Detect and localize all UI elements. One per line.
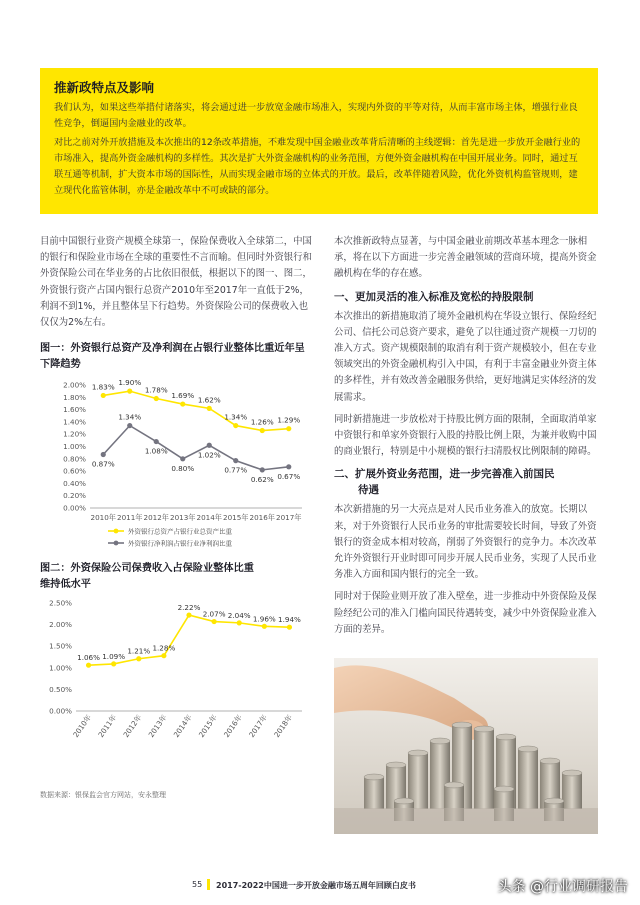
- x-tick-label: 2014年: [196, 513, 222, 523]
- right-paragraph-5: 同时对于保险业则开放了准入壁垒，进一步推动中外资保险及保险经纪公司的准入门槛向国民待遇转变，减少中外资保险业准入方面的差异。: [334, 591, 597, 635]
- y-tick-label: 0.00%: [63, 503, 86, 513]
- coin: [518, 789, 538, 793]
- summary-paragraph-1: 我们认为，如果这些举措付诸落实，将会通过进一步放宽金融市场准入，实现内外资的平等对待，从而丰富市场主体，增强行业良性竞争，倒逼国内金融业的改革。: [54, 102, 578, 129]
- coin: [496, 757, 516, 761]
- coin: [452, 733, 472, 737]
- coin: [364, 797, 384, 801]
- coin: [474, 785, 494, 789]
- coin: [430, 745, 450, 749]
- coin: [474, 745, 494, 749]
- coin: [496, 749, 516, 753]
- coin: [562, 801, 582, 805]
- x-tick-label: 2010年: [71, 713, 94, 740]
- data-label: 0.87%: [91, 459, 115, 469]
- x-tick-label: 2012年: [121, 713, 144, 740]
- data-label: 1.90%: [118, 378, 142, 388]
- coin: [444, 789, 464, 793]
- data-point: [101, 452, 106, 457]
- coin-top: [544, 798, 564, 804]
- coin: [408, 793, 428, 797]
- data-point: [233, 458, 238, 463]
- data-point: [286, 464, 291, 469]
- coin: [452, 765, 472, 769]
- coin: [474, 793, 494, 797]
- figure-2-title-line-2: 维持低水平: [40, 579, 91, 591]
- data-label: 2.22%: [177, 603, 201, 613]
- data-point: [186, 613, 191, 618]
- data-point: [233, 423, 238, 428]
- summary-title: 推新政特点及影响: [54, 80, 155, 95]
- coin: [430, 769, 450, 773]
- right-paragraph-2: 本次推出的新措施取消了境外金融机构在华设立银行、保险经纪公司、信托公司总资产要求，避免了以往通过资产规模一刀切的准入方式。资产规模限制的取消有利于资产规模较小，但在专业领域突出的外资金融机构引入中国，有利于丰富金融业外资主体的多样性，并有效改善金融服务供给，更好地满足实体经济的发展需求。: [334, 310, 597, 403]
- data-label: 1.34%: [118, 412, 142, 422]
- coin: [430, 765, 450, 769]
- coin-top: [540, 758, 560, 764]
- data-label: 0.62%: [250, 475, 274, 485]
- data-point: [127, 423, 132, 428]
- coin: [364, 781, 384, 785]
- coin: [474, 781, 494, 785]
- coin: [496, 777, 516, 781]
- coin: [430, 749, 450, 753]
- coin-top: [474, 726, 494, 732]
- data-label: 1.28%: [152, 643, 176, 653]
- figure-1-chart: [40, 373, 312, 551]
- coin: [518, 773, 538, 777]
- coin: [452, 741, 472, 745]
- figure-1-svg: [40, 373, 312, 551]
- coin: [494, 793, 514, 797]
- coin: [540, 793, 560, 797]
- coin-stacks-image: [334, 658, 598, 834]
- data-label: 1.08%: [144, 446, 168, 456]
- y-tick-label: 2.00%: [63, 380, 86, 390]
- coin: [496, 753, 516, 757]
- coin: [452, 729, 472, 733]
- legend-marker: [114, 529, 119, 534]
- coin: [474, 769, 494, 773]
- right-column: [334, 234, 598, 644]
- coin: [408, 785, 428, 789]
- coin: [518, 801, 538, 805]
- coin: [386, 789, 406, 793]
- y-tick-label: 1.20%: [63, 429, 86, 439]
- data-point: [180, 456, 185, 461]
- section-heading-1: 一、更加灵活的准入标准及宽松的持股限制: [334, 290, 534, 303]
- x-tick-label: 2015年: [196, 713, 219, 740]
- summary-paragraph-2: 对比之前对外开放措施及本次推出的12条改革措施，不难发现中国金融业改革背后清晰的主线逻辑：首先是进一步放开金融行业的市场准入，提高外资金融机构的多样性。其次是扩大外资金融机构的业务范围，方便外资金融机构在中国开展业务。同时，通过互联互通等机制，扩大资本市场的国际性，从而实现金融市场的立体式的开放。最后，改革伴随着风险，优化外资机构监管规则，建立现代化监管体制，亦是金融改革中不可或缺的部分。: [54, 137, 581, 196]
- legend-marker: [114, 541, 119, 546]
- data-point: [286, 426, 291, 431]
- coin: [386, 781, 406, 785]
- data-point: [212, 619, 217, 624]
- data-label: 1.62%: [197, 395, 221, 405]
- y-tick-label: 1.40%: [63, 417, 86, 427]
- x-tick-label: 2017年: [276, 513, 302, 523]
- footer-divider: [207, 879, 210, 890]
- coin: [474, 733, 494, 737]
- x-tick-label: 2013年: [170, 513, 196, 523]
- coin: [540, 781, 560, 785]
- data-label: 0.67%: [277, 472, 301, 482]
- coin: [364, 785, 384, 789]
- x-tick-label: 2018年: [272, 713, 295, 740]
- data-label: 1.09%: [102, 652, 126, 662]
- x-tick-label: 2016年: [221, 713, 244, 740]
- coin-stacks-photo: [334, 658, 598, 834]
- coin-top: [386, 762, 406, 768]
- y-tick-label: 0.80%: [63, 454, 86, 464]
- data-point: [101, 393, 106, 398]
- x-tick-label: 2012年: [143, 513, 169, 523]
- coin: [518, 793, 538, 797]
- x-tick-label: 2014年: [171, 713, 194, 740]
- y-tick-label: 2.50%: [49, 598, 72, 608]
- coin: [430, 753, 450, 757]
- coin: [518, 781, 538, 785]
- coin: [408, 777, 428, 781]
- coin: [540, 777, 560, 781]
- coin: [444, 797, 464, 801]
- data-point: [262, 624, 267, 629]
- coin: [474, 789, 494, 793]
- coin: [452, 745, 472, 749]
- data-point: [207, 443, 212, 448]
- x-tick-label: 2017年: [246, 713, 269, 740]
- coin: [496, 741, 516, 745]
- coin: [496, 781, 516, 785]
- left-column: [40, 234, 312, 743]
- y-tick-label: 1.00%: [49, 663, 72, 673]
- data-label: 1.06%: [77, 653, 100, 663]
- y-tick-label: 1.80%: [63, 393, 86, 403]
- data-label: 1.26%: [250, 417, 274, 427]
- coin: [444, 801, 464, 805]
- y-tick-label: 0.40%: [63, 479, 86, 489]
- coin-top: [562, 770, 582, 776]
- data-label: 1.83%: [91, 382, 115, 392]
- coin: [430, 777, 450, 781]
- coin: [430, 757, 450, 761]
- data-source: 数据来源：银保监会官方网站，安永整理: [40, 791, 166, 799]
- coin: [518, 785, 538, 789]
- x-tick-label: 2013年: [146, 713, 169, 740]
- coin-top: [394, 798, 414, 804]
- coin: [518, 797, 538, 801]
- x-tick-label: 2015年: [223, 513, 249, 523]
- figure-2-svg: [40, 593, 312, 743]
- watermark: 头条 @行业调研报告: [497, 879, 628, 895]
- coin: [452, 757, 472, 761]
- intro-paragraph: 目前中国银行业资产规模全球第一，保险保费收入全球第二，中国的银行和保险业市场在全球的重要性不言而喻。但同时外资银行和外资保险公司在华业务的占比依旧很低，根据以下的图一、图二，外资银行资产占国内银行总资产2010年至2017年一直低于2%，利润不到1%，并且整体呈下行趋势。外资保险公司的保费收入也仅仅为2%左右。: [40, 236, 312, 329]
- data-label: 1.34%: [224, 412, 248, 422]
- figure-2-title-line-1: 图二：外资保险公司保费收入占保险业整体比重: [40, 563, 254, 575]
- coin: [386, 773, 406, 777]
- coin-top: [430, 738, 450, 744]
- data-point: [136, 656, 141, 661]
- coin: [496, 745, 516, 749]
- coin: [452, 749, 472, 753]
- data-label: 0.80%: [171, 464, 195, 474]
- data-point: [161, 653, 166, 658]
- coin: [474, 765, 494, 769]
- coin: [518, 761, 538, 765]
- coin: [496, 761, 516, 765]
- coin: [496, 765, 516, 769]
- data-point: [180, 402, 185, 407]
- data-label: 1.29%: [277, 415, 301, 425]
- coin: [518, 769, 538, 773]
- data-point: [111, 662, 116, 667]
- x-tick-label: 2011年: [96, 713, 119, 740]
- figure-1-title: 图一：外资银行总资产及净利润在占银行业整体比重近年呈下降趋势: [40, 343, 305, 371]
- coin: [430, 773, 450, 777]
- coin: [496, 769, 516, 773]
- right-paragraph-1: 本次推新政特点显著，与中国金融业前期改革基本理念一脉相承，将在以下方面进一步完善金融领域的营商环境，提高外资金融机构在华的存在感。: [334, 236, 597, 280]
- coin: [562, 797, 582, 801]
- data-label: 1.02%: [197, 450, 221, 460]
- coin: [452, 737, 472, 741]
- coin: [562, 777, 582, 781]
- x-tick-label: 2010年: [90, 513, 116, 523]
- coin: [474, 737, 494, 741]
- coin: [430, 761, 450, 765]
- y-tick-label: 0.00%: [49, 706, 72, 716]
- coin: [562, 781, 582, 785]
- footer-title: 2017-2022中国进一步开放金融市场五周年回顾白皮书: [216, 881, 416, 890]
- data-point: [86, 663, 91, 668]
- coin: [452, 761, 472, 765]
- data-point: [154, 396, 159, 401]
- section-heading-2-cont: 待遇: [358, 484, 379, 497]
- legend-label: 外资银行总资产占银行业总资产比重: [128, 527, 232, 536]
- coin: [386, 785, 406, 789]
- coin: [408, 773, 428, 777]
- coin: [386, 769, 406, 773]
- x-tick-label: 2016年: [249, 513, 275, 523]
- coin: [364, 789, 384, 793]
- coin: [540, 789, 560, 793]
- right-paragraph-4: 本次新措施的另一大亮点是对人民币业务准入的放宽。长期以来，对于外资银行人民币业务的审批需要较长时间，导致了外资银行的资金成本相对较高，削弱了外资银行的竞争力。本次改革允许外资银行开业时即可同步开展人民币业务，实现了人民币业务准入方面和国内银行的完全一致。: [334, 504, 597, 581]
- data-point: [207, 406, 212, 411]
- coin: [540, 769, 560, 773]
- coin: [540, 785, 560, 789]
- coin: [496, 773, 516, 777]
- x-tick-label: 2011年: [117, 513, 143, 523]
- coin-top: [494, 786, 514, 792]
- coin: [364, 793, 384, 797]
- section-heading-2: 二、扩展外资业务范围，进一步完善准入前国民: [334, 468, 555, 481]
- coin: [452, 773, 472, 777]
- coin: [474, 753, 494, 757]
- coin: [518, 777, 538, 781]
- data-label: 2.07%: [202, 609, 226, 619]
- coin: [518, 765, 538, 769]
- coin: [408, 761, 428, 765]
- y-tick-label: 0.20%: [63, 491, 86, 501]
- coin: [474, 761, 494, 765]
- figure-2-chart: [40, 593, 312, 743]
- coin-top: [496, 734, 516, 740]
- data-label: 1.78%: [144, 385, 168, 395]
- coin-top: [444, 782, 464, 788]
- coin: [494, 797, 514, 801]
- y-tick-label: 0.50%: [49, 685, 72, 695]
- coin: [518, 757, 538, 761]
- coin: [562, 793, 582, 797]
- coin: [540, 773, 560, 777]
- coin: [386, 777, 406, 781]
- y-tick-label: 1.60%: [63, 405, 86, 415]
- coin: [408, 757, 428, 761]
- coin: [474, 797, 494, 801]
- coin: [474, 757, 494, 761]
- data-label: 2.04%: [227, 611, 251, 621]
- data-point: [260, 428, 265, 433]
- page-number: 55: [192, 880, 203, 889]
- coin: [562, 789, 582, 793]
- coin: [540, 765, 560, 769]
- page-footer: [0, 876, 640, 896]
- data-label: 1.69%: [171, 391, 195, 401]
- coin: [474, 749, 494, 753]
- coin-top: [452, 722, 472, 728]
- coin: [386, 793, 406, 797]
- coin: [474, 777, 494, 781]
- coin-top: [408, 750, 428, 756]
- coin: [518, 753, 538, 757]
- coin: [444, 793, 464, 797]
- data-label: 1.96%: [252, 614, 276, 624]
- coin: [408, 789, 428, 793]
- y-tick-label: 2.00%: [49, 620, 72, 630]
- coin: [494, 801, 514, 805]
- data-label: 0.77%: [224, 465, 248, 475]
- data-label: 1.94%: [278, 615, 301, 625]
- coin: [474, 741, 494, 745]
- data-point: [287, 625, 292, 630]
- summary-box: [40, 68, 598, 214]
- coin: [452, 769, 472, 773]
- y-tick-label: 1.50%: [49, 641, 72, 651]
- coin-top: [518, 746, 538, 752]
- y-tick-label: 0.60%: [63, 466, 86, 476]
- data-point: [127, 389, 132, 394]
- coin: [562, 785, 582, 789]
- data-label: 1.21%: [127, 646, 151, 656]
- coin: [364, 801, 384, 805]
- coin-top: [364, 774, 384, 780]
- legend-label: 外资银行净利润占银行业净利润比重: [128, 539, 232, 548]
- data-point: [260, 467, 265, 472]
- coin: [474, 801, 494, 805]
- coin: [408, 769, 428, 773]
- coin: [474, 773, 494, 777]
- coin: [452, 753, 472, 757]
- y-tick-label: 1.00%: [63, 442, 86, 452]
- coin: [408, 781, 428, 785]
- figure-2-title: [40, 561, 312, 593]
- data-point: [154, 439, 159, 444]
- data-point: [237, 620, 242, 625]
- right-paragraph-3: 同时新措施进一步放松对于持股比例方面的限制，全面取消单家中资银行和单家外资银行入股的持股比例上限，为兼并收购中国的商业银行，特别是中小规模的银行扫清股权比例限制的障碍。: [334, 413, 597, 458]
- coin: [408, 765, 428, 769]
- coin: [452, 777, 472, 781]
